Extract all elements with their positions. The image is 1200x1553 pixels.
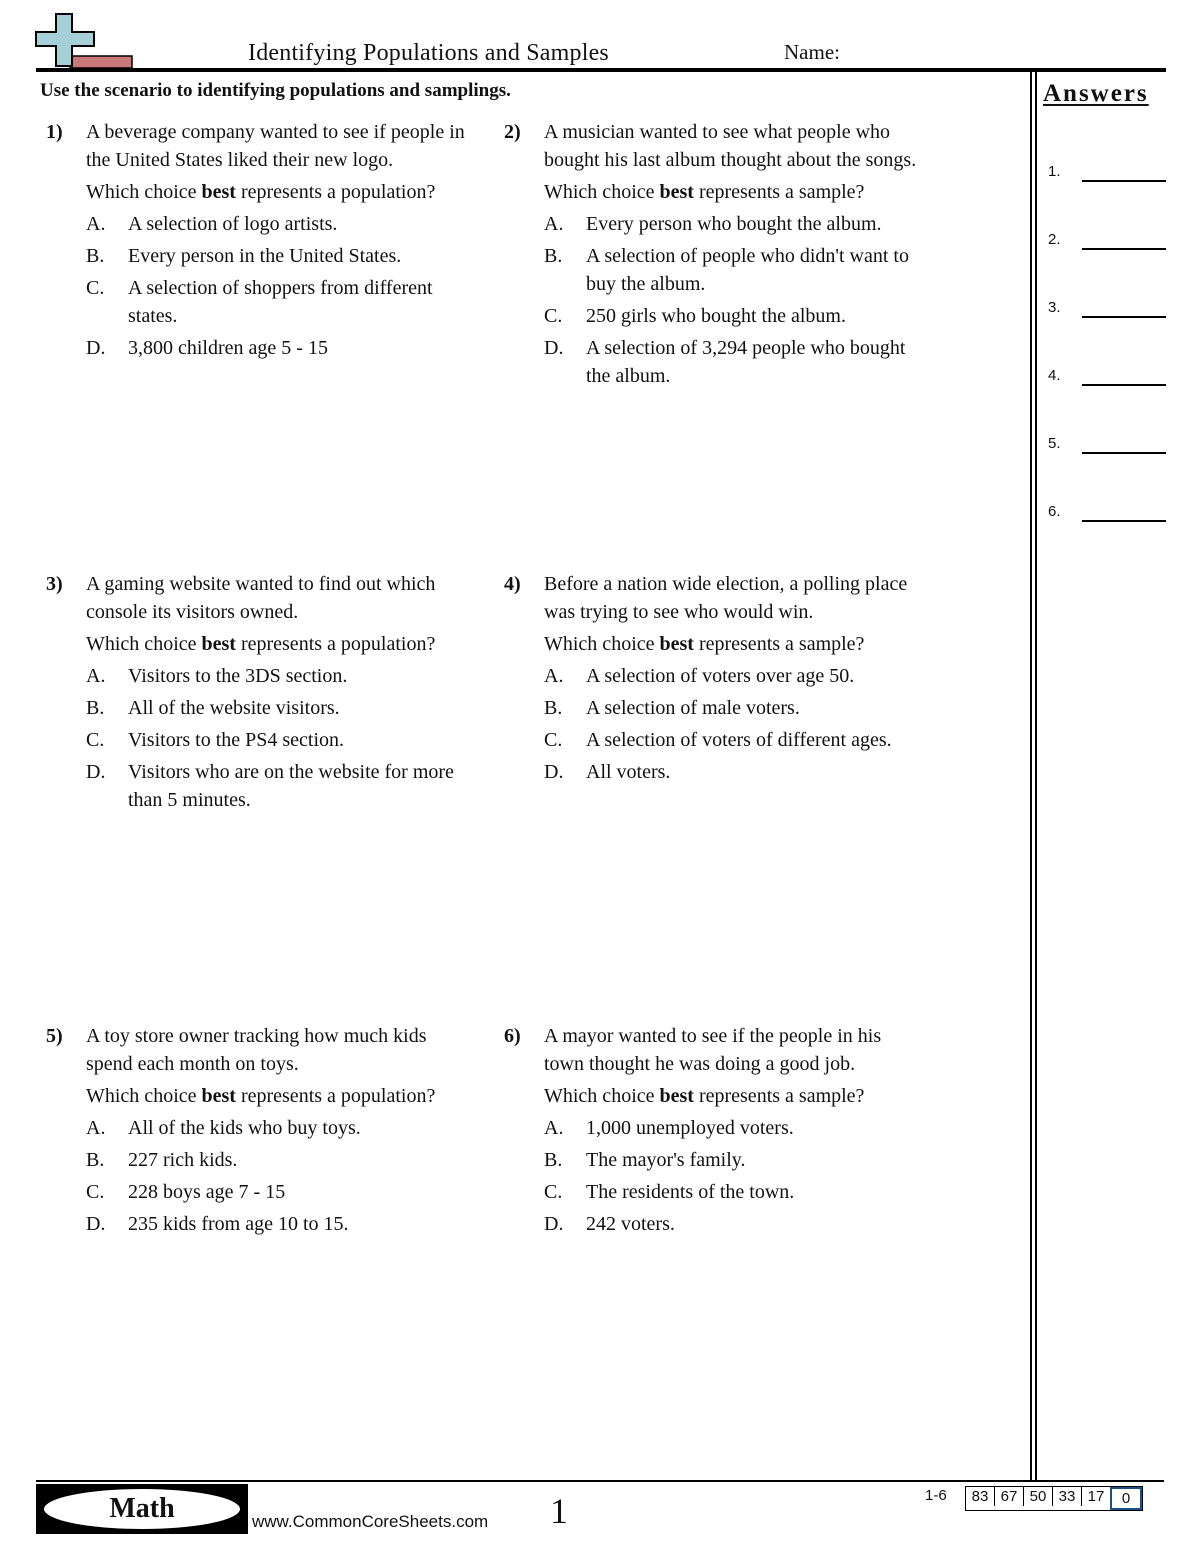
problem-question: Which choice best represents a sample?: [544, 633, 865, 655]
answer-number: 5.: [1048, 435, 1061, 452]
option-c: C. The residents of the town.: [544, 1181, 795, 1203]
problem-question: Which choice best represents a sample?: [544, 181, 865, 203]
option-b: B. A selection of male voters.: [544, 697, 800, 719]
option-d: D. 235 kids from age 10 to 15.: [86, 1213, 349, 1235]
option-a: A. 1,000 unemployed voters.: [544, 1117, 794, 1139]
problem-number: 5): [46, 1025, 63, 1047]
option-b: B. The mayor's family.: [544, 1149, 746, 1171]
problem-5: [46, 1022, 466, 1242]
problem-number: 3): [46, 573, 63, 595]
option-d: D. 3,800 children age 5 - 15: [86, 337, 328, 359]
answer-blank-6[interactable]: [1048, 492, 1166, 522]
subject-label: Math: [44, 1489, 240, 1529]
answer-blank-3[interactable]: [1048, 288, 1166, 318]
option-a: A. A selection of voters over age 50.: [544, 665, 855, 687]
problem-4: [504, 570, 924, 790]
option-c: C. A selection of voters of different ages.: [544, 729, 892, 751]
option-b: B. Every person in the United States.: [86, 245, 402, 267]
answer-number: 6.: [1048, 503, 1061, 520]
header-rule: [36, 68, 1166, 72]
score-range-label: 1-6: [925, 1487, 947, 1504]
problem-2: [504, 118, 924, 394]
problem-scenario: A gaming website wanted to find out which console its visitors owned.: [86, 573, 436, 623]
problem-question: Which choice best represents a population?: [86, 633, 436, 655]
answer-number: 4.: [1048, 367, 1061, 384]
problem-3: [46, 570, 466, 818]
score-cell: 0: [1110, 1487, 1142, 1510]
option-b: B. A selection of people who didn't want to buy the album.: [544, 245, 909, 295]
option-d: D. All voters.: [544, 761, 671, 783]
option-d: D. Visitors who are on the website for more than 5 minutes.: [86, 761, 454, 811]
option-b: B. 227 rich kids.: [86, 1149, 238, 1171]
score-cell: 67: [994, 1487, 1023, 1506]
subject-badge: [36, 1484, 248, 1534]
problem-scenario: A toy store owner tracking how much kids spend each month on toys.: [86, 1025, 427, 1075]
score-cell: 50: [1023, 1487, 1052, 1506]
problem-scenario: Before a nation wide election, a polling place was trying to see who would win.: [544, 573, 908, 623]
option-d: D. 242 voters.: [544, 1213, 675, 1235]
problem-question: Which choice best represents a population?: [86, 1085, 436, 1107]
answers-divider-left: [1030, 72, 1032, 1482]
score-cell: 33: [1052, 1487, 1081, 1506]
score-table: [965, 1486, 1143, 1511]
problem-question: Which choice best represents a population?: [86, 181, 436, 203]
answer-number: 1.: [1048, 163, 1061, 180]
option-a: A. A selection of logo artists.: [86, 213, 338, 235]
answers-divider-right: [1035, 72, 1037, 1482]
site-link[interactable]: www.CommonCoreSheets.com: [252, 1512, 489, 1531]
problem-1: [46, 118, 466, 366]
answer-number: 2.: [1048, 231, 1061, 248]
option-c: C. Visitors to the PS4 section.: [86, 729, 345, 751]
option-c: C. 228 boys age 7 - 15: [86, 1181, 286, 1203]
problem-number: 1): [46, 121, 63, 143]
option-d: D. A selection of 3,294 people who bought the album.: [544, 337, 906, 387]
name-label: Name:: [784, 40, 840, 64]
problem-number: 6): [504, 1025, 521, 1047]
instructions: Use the scenario to identifying populations and samplings.: [40, 80, 511, 101]
footer-rule: [36, 1480, 1164, 1482]
problem-6: [504, 1022, 924, 1242]
page-number: 1: [550, 1491, 568, 1531]
option-c: C. 250 girls who bought the album.: [544, 305, 846, 327]
page-title: Identifying Populations and Samples: [248, 40, 609, 66]
problem-question: Which choice best represents a sample?: [544, 1085, 865, 1107]
answer-blank-5[interactable]: [1048, 424, 1166, 454]
option-c: C. A selection of shoppers from different states.: [86, 277, 433, 327]
plus-logo-icon: [34, 12, 134, 70]
answer-number: 3.: [1048, 299, 1061, 316]
answer-blank-4[interactable]: [1048, 356, 1166, 386]
score-cell: 17: [1081, 1487, 1110, 1506]
problem-number: 2): [504, 121, 521, 143]
option-a: A. Every person who bought the album.: [544, 213, 882, 235]
answers-heading: Answers: [1043, 80, 1149, 107]
problem-scenario: A musician wanted to see what people who bought his last album thought about the songs.: [544, 121, 917, 171]
score-cell: 83: [971, 1488, 989, 1505]
problem-scenario: A mayor wanted to see if the people in his town thought he was doing a good job.: [544, 1025, 882, 1075]
answer-blank-2[interactable]: [1048, 220, 1166, 250]
answer-blank-1[interactable]: [1048, 152, 1166, 182]
problem-scenario: A beverage company wanted to see if people in the United States liked their new logo.: [86, 121, 465, 171]
problem-number: 4): [504, 573, 521, 595]
option-a: A. All of the kids who buy toys.: [86, 1117, 361, 1139]
option-a: A. Visitors to the 3DS section.: [86, 665, 348, 687]
option-b: B. All of the website visitors.: [86, 697, 340, 719]
